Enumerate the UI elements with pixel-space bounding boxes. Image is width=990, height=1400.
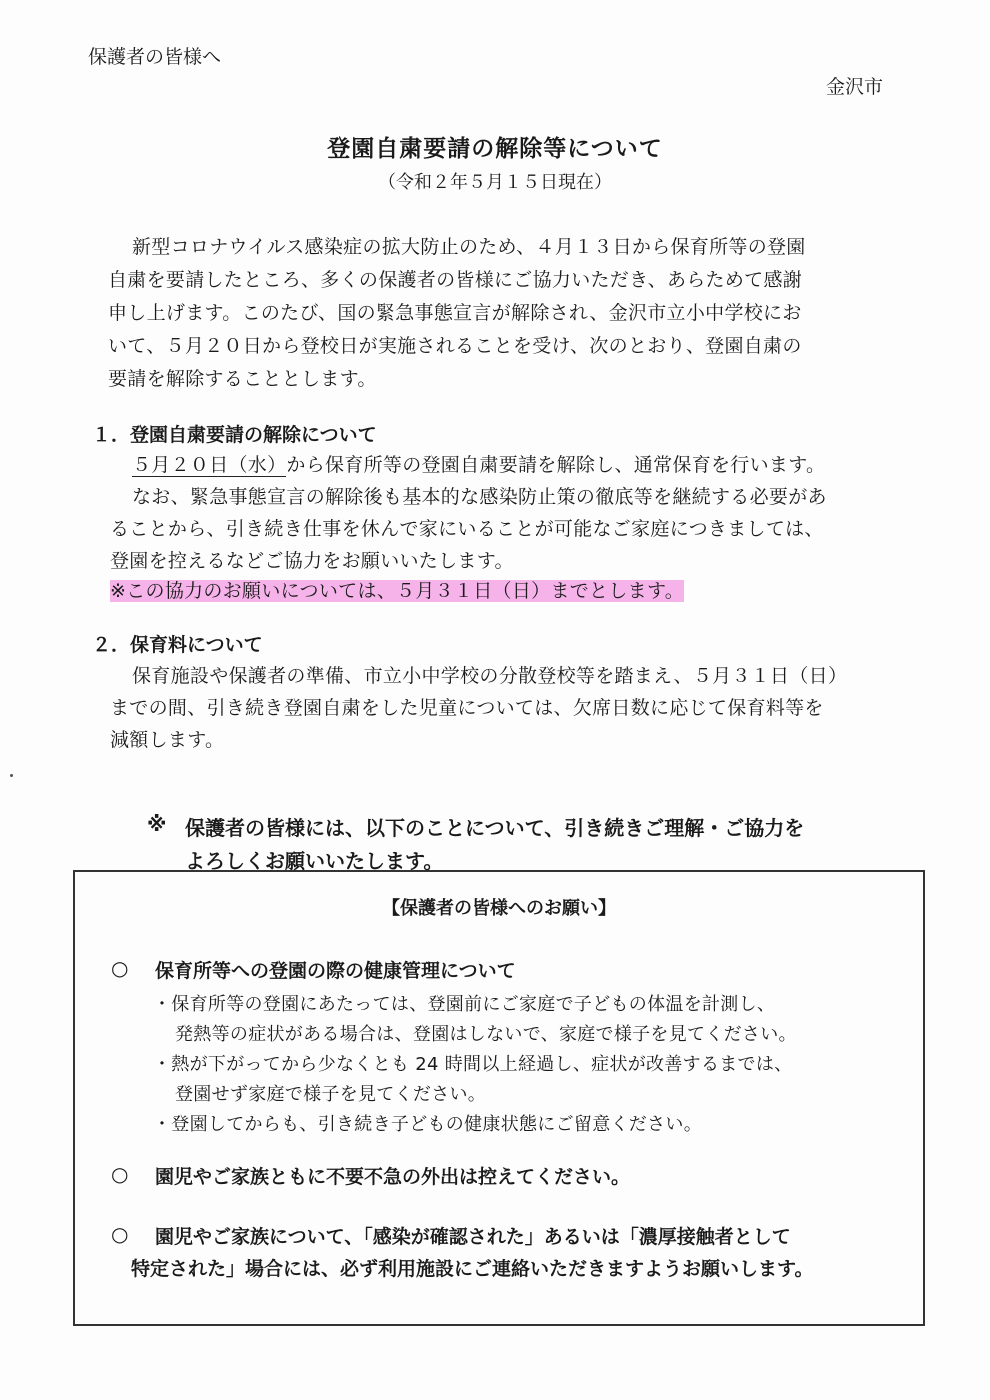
document-title: 登園自粛要請の解除等について	[327, 136, 663, 162]
section-1-line: ることから、引き続き仕事を休んで家にいることが可能なご家庭につきましては、	[110, 518, 824, 540]
highlighted-note	[110, 576, 684, 603]
item-2-text: 園児やご家族ともに不要不急の外出は控えてください。	[155, 1166, 631, 1188]
section-2-heading: ２．保育料について	[92, 634, 263, 656]
item-1-bullet: 登園せず家庭で様子を見てください。	[175, 1084, 487, 1105]
addressee: 保護者の皆様へ	[88, 46, 222, 68]
item-3-line: 特定された」場合には、必ず利用施設にご連絡いただきますようお願いします。	[131, 1258, 814, 1280]
underlined-date: ５月２０日（水）	[132, 454, 287, 476]
item-3-line: 園児やご家族について、「感染が確認された」あるいは「濃厚接触者として	[155, 1226, 791, 1248]
intro-line: 申し上げます。このたび、国の緊急事態宣言が解除され、金沢市立小中学校にお	[108, 302, 802, 324]
notice-line: よろしくお願いいたします。	[185, 849, 444, 873]
as-of-date: （令和２年５月１５日現在）	[378, 172, 612, 193]
intro-line: 新型コロナウイルス感染症の拡大防止のため、４月１３日から保育所等の登園	[132, 236, 806, 258]
item-1-bullet: ・保育所等の登園にあたっては、登園前にご家庭で子どもの体温を計測し、	[153, 994, 776, 1015]
section-2-line: までの間、引き続き登園自粛をした児童については、欠席日数に応じて保育料等を	[110, 697, 824, 719]
section-2-line: 保育施設や保護者の準備、市立小中学校の分散登校等を踏まえ、５月３１日（日）	[132, 665, 848, 687]
intro-line: いて、５月２０日から登校日が実施されることを受け、次のとおり、登園自粛の	[108, 335, 802, 357]
item-1-heading: 保育所等への登園の際の健康管理について	[155, 960, 516, 982]
request-box	[73, 870, 925, 1326]
section-1-first-line	[132, 450, 825, 477]
circle-bullet-icon: ○	[111, 1162, 129, 1186]
section-1-heading: １．登園自粛要請の解除について	[92, 424, 377, 446]
section-2-line: 減額します。	[110, 729, 225, 751]
issuer: 金沢市	[826, 76, 884, 98]
notice-mark: ※	[147, 812, 167, 836]
circle-bullet-icon: ○	[111, 956, 129, 980]
highlight-text: ※この協力のお願いについては、５月３１日（日）までとします。	[110, 580, 685, 602]
section-1-line: 登園を控えるなどご協力をお願いいたします。	[110, 550, 514, 572]
section-1-first-line-rest: から保育所等の登園自粛要請を解除し、通常保育を行います。	[286, 454, 826, 476]
request-box-title: 【保護者の皆様へのお願い】	[382, 898, 616, 919]
intro-line: 要請を解除することとします。	[108, 368, 377, 390]
notice-line: 保護者の皆様には、以下のことについて、引き続きご理解・ご協力を	[185, 816, 805, 840]
intro-line: 自粛を要請したところ、多くの保護者の皆様にご協力いただき、あらためて感謝	[108, 269, 803, 291]
item-1-bullet: 発熱等の症状がある場合は、登園はしないで、家庭で様子を見てください。	[175, 1024, 797, 1045]
item-1-bullet: ・登園してからも、引き続き子どもの健康状態にご留意ください。	[153, 1114, 702, 1135]
item-1-bullet: ・熱が下がってから少なくとも 24 時間以上経過し、症状が改善するまでは、	[153, 1054, 793, 1075]
section-1-line: なお、緊急事態宣言の解除後も基本的な感染防止策の徹底等を継続する必要があ	[132, 486, 827, 508]
scan-speck	[10, 774, 13, 777]
circle-bullet-icon: ○	[111, 1222, 129, 1246]
